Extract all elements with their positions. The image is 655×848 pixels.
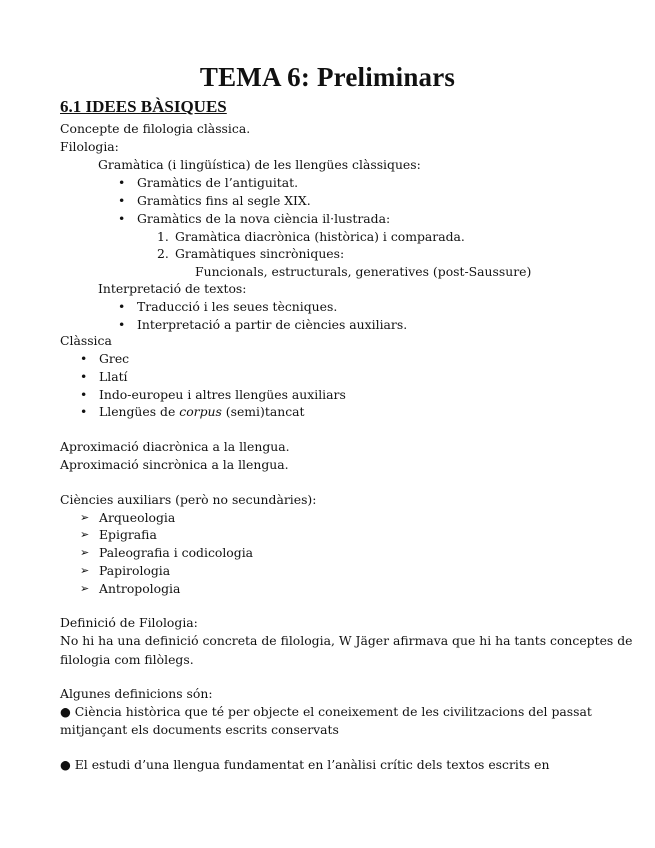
section-heading: 6.1 IDEES BÀSIQUES [60, 97, 227, 116]
bullet-icon: • [80, 369, 88, 384]
definition-item: ● Ciència històrica que té per objecte el coneixement de les civilitzacions del passat [60, 704, 592, 719]
bullet-icon: • [80, 387, 88, 402]
arrow-bullet-icon: ➢ [80, 528, 90, 541]
concepte-line: Concepte de filologia clàssica. [60, 121, 251, 136]
classica-item: Llatí [99, 369, 128, 384]
gramatica-item: Gramàtics de la nova ciència il·lustrada: [137, 211, 391, 226]
sub-line: Funcionals, estructurals, generatives (post-Saussure) [195, 264, 532, 279]
definition-item: ● El estudi d’una llengua fundamentat en l’anàlisi crític dels textos escrits en [60, 757, 550, 772]
ciencies-item: Arqueologia [99, 510, 176, 525]
algunes-heading: Algunes definicions són: [60, 686, 213, 701]
interpretacio-item: Traducció i les seues tècniques. [137, 299, 338, 314]
gramatica-heading: Gramàtica (i lingüística) de les llengües clàssiques: [98, 157, 421, 172]
interpretacio-heading: Interpretació de textos: [98, 281, 247, 296]
bullet-icon: • [118, 175, 126, 190]
definicio-line: No hi ha una definició concreta de filologia, W Jäger afirmava que hi ha tants conceptes de [60, 633, 633, 648]
aproximacio-line: Aproximació sincrònica a la llengua. [60, 457, 289, 472]
definition-item-cont: mitjançant els documents escrits conservats [60, 722, 339, 737]
aproximacio-line: Aproximació diacrònica a la llengua. [60, 439, 290, 454]
ciencies-item: Epigrafia [99, 527, 157, 542]
arrow-bullet-icon: ➢ [80, 564, 90, 577]
gramatica-item: Gramàtics de l’antiguitat. [137, 175, 299, 190]
page-title: TEMA 6: Preliminars [199, 62, 456, 92]
ciencies-item: Paleografia i codicologia [99, 545, 254, 560]
ciencies-item: Papirologia [99, 563, 171, 578]
bullet-icon: • [118, 299, 126, 314]
classica-item: Grec [99, 351, 130, 366]
classica-heading: Clàssica [60, 333, 112, 348]
numbered-marker: 1. [157, 229, 169, 244]
ciencies-heading: Ciències auxiliars (però no secundàries): [60, 492, 317, 507]
corpus-italic: corpus [179, 404, 222, 419]
ciencies-item: Antropologia [99, 581, 181, 596]
interpretacio-item: Interpretació a partir de ciències auxiliars. [137, 317, 408, 332]
arrow-bullet-icon: ➢ [80, 546, 90, 559]
classica-last-suffix: (semi)tancat [221, 404, 305, 419]
classica-last-prefix: Llengües de [99, 404, 180, 419]
arrow-bullet-icon: ➢ [80, 511, 90, 524]
bullet-icon: • [80, 404, 88, 419]
arrow-bullet-icon: ➢ [80, 582, 90, 595]
filologia-label: Filologia: [60, 139, 119, 154]
gramatica-item: Gramàtics fins al segle XIX. [137, 193, 311, 208]
bullet-icon: • [80, 351, 88, 366]
numbered-item: Gramàtiques sincròniques: [175, 246, 345, 261]
classica-item: Indo-europeu i altres llengües auxiliars [99, 387, 346, 402]
definicio-heading: Definició de Filologia: [60, 615, 198, 630]
definicio-line: filologia com filòlegs. [60, 652, 194, 667]
numbered-item: Gramàtica diacrònica (històrica) i comparada. [175, 229, 465, 244]
numbered-marker: 2. [157, 246, 169, 261]
bullet-icon: • [118, 211, 126, 226]
classica-item-corpus [99, 403, 305, 420]
bullet-icon: • [118, 317, 126, 332]
bullet-icon: • [118, 193, 126, 208]
